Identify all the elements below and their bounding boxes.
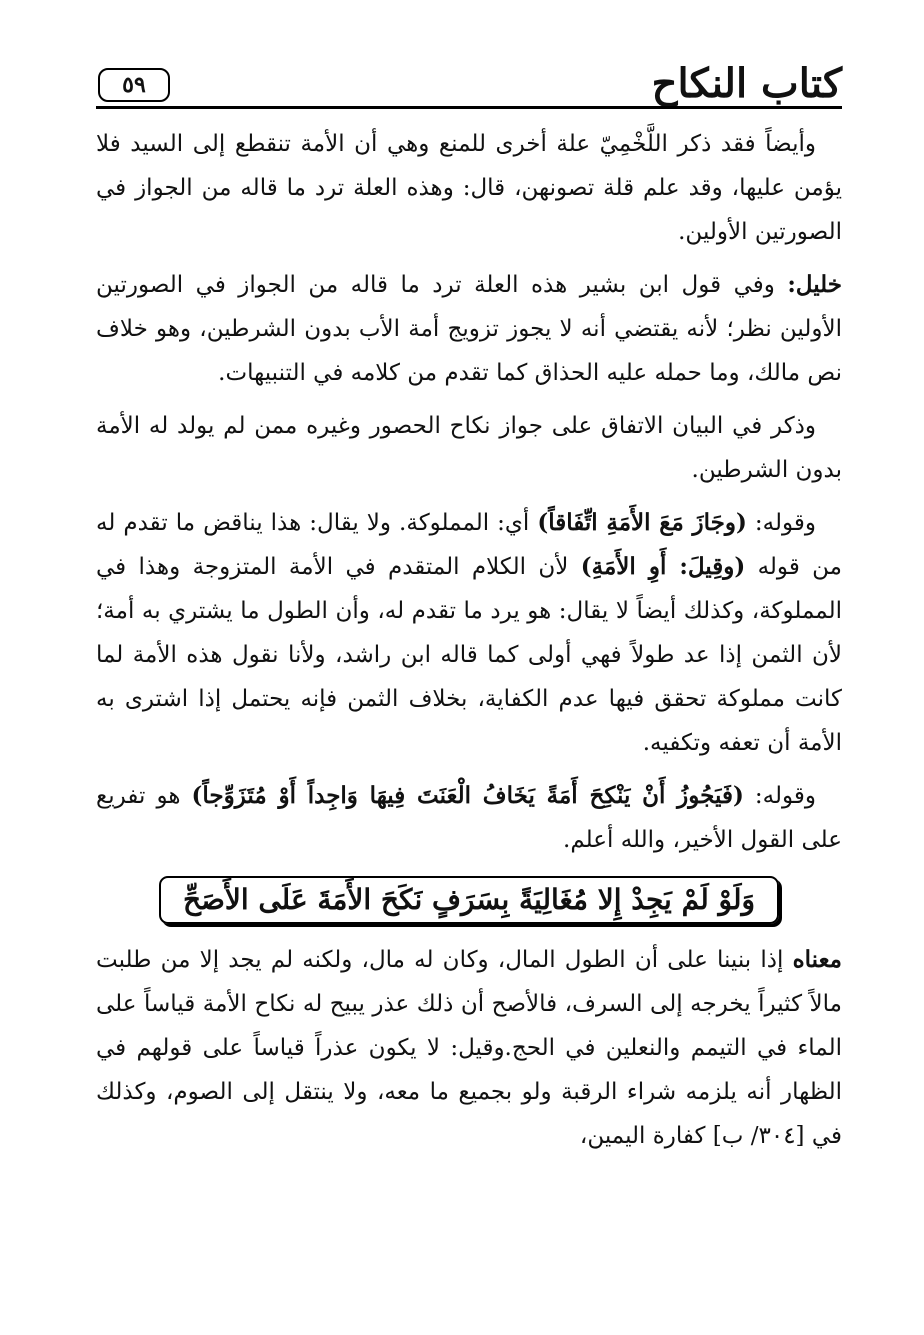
- paragraph-6-text: إذا بنينا على أن الطول المال، وكان له مال، ولكنه لم يجد إلا من طلبت مالاً كثيراً يخرجه إلى السرف، فالأصح أن ذلك عذر يبيح له نكاح الأمة قياساً على الماء في التيمم والنعلين في الحج.وقيل: لا يكون عذراً قياساً على قولهم في الظهار أنه يلزمه شراء الرقبة ولو بجميع ما معه، ولا ينتقل إلى الصوم، وكذلك في [٣٠٤/ ب] كفارة اليمين،: [96, 947, 842, 1149]
- paragraph-5-intro: وقوله:: [743, 783, 816, 809]
- paragraph-2-lead: خليل:: [787, 271, 842, 298]
- page-body: [96, 122, 842, 1167]
- section-heading: [96, 876, 842, 924]
- page-header: [96, 60, 842, 118]
- paragraph-4: [96, 501, 842, 765]
- paragraph-4-end: لأن الكلام المتقدم في الأمة المتزوجة وهذا في المملوكة، وكذلك أيضاً لا يقال: هو يرد ما تقدم له، وأن الطول ما يشتري به أمة؛ لأن الثمن إذا عد طولاً فهي أولى كما قاله ابن راشد، ولأنا نقول هذه الأمة لما كانت مملوكة تحقق فيها عدم الكفاية، بخلاف الثمن فإنه يحتمل إذا اشترى به الأمة أن تعفه وتكفيه.: [96, 554, 842, 756]
- quoted-text-3: (فَيَجُوزُ أَنْ يَنْكِحَ أَمَةً يَخَافُ الْعَنَتَ فِيهَا وَاجِداً أَوْ مُتَزَوِّجاً): [191, 782, 744, 809]
- paragraph-6-lead: معناه: [792, 946, 842, 973]
- paragraph-4-intro: وقوله:: [746, 510, 816, 536]
- quoted-text-1: (وجَازَ مَعَ الأَمَةِ اتِّفَاقاً): [537, 509, 747, 536]
- paragraph-2-text: وفي قول ابن بشير هذه العلة ترد ما قاله من الجواز في الصورتين الأولين نظر؛ لأنه يقتضي أنه لا يجوز تزويج أمة الأب بدون الشرطين، وهو خلاف نص مالك، وما حمله عليه الحذاق كما تقدم من كلامه في التنبيهات.: [96, 272, 842, 386]
- header-rule: [96, 106, 842, 109]
- running-title: كتاب النكاح: [651, 60, 842, 107]
- paragraph-5: [96, 774, 842, 862]
- paragraph-2: [96, 263, 842, 395]
- paragraph-4-mid: أي: المملوكة. ولا يقال: هذا يناقض ما تقدم له من قوله: [96, 510, 843, 580]
- section-heading-text: وَلَوْ لَمْ يَجِدْ إِلا مُغَالِيَةً بِسَرَفٍ نَكَحَ الأَمَةَ عَلَى الأَصَحِّ: [159, 876, 779, 924]
- paragraph-6: [96, 938, 842, 1158]
- paragraph-3: وذكر في البيان الاتفاق على جواز نكاح الحصور وغيره ممن لم يولد له الأمة بدون الشرطين.: [96, 413, 842, 483]
- quoted-text-2: (وقِيلَ: أَوِ الأَمَةِ): [580, 553, 746, 580]
- paragraph-5-end: هو تفريع على القول الأخير، والله أعلم.: [96, 783, 842, 853]
- paragraph-1: وأيضاً فقد ذكر اللَّخْمِيّ علة أخرى للمنع وهي أن الأمة تنقطع إلى السيد فلا يؤمن عليها، وقد علم قلة تصونهن، قال: وهذه العلة ترد ما قاله من الجواز في الصورتين الأولين.: [96, 131, 842, 245]
- page-number: ٥٩: [98, 68, 170, 102]
